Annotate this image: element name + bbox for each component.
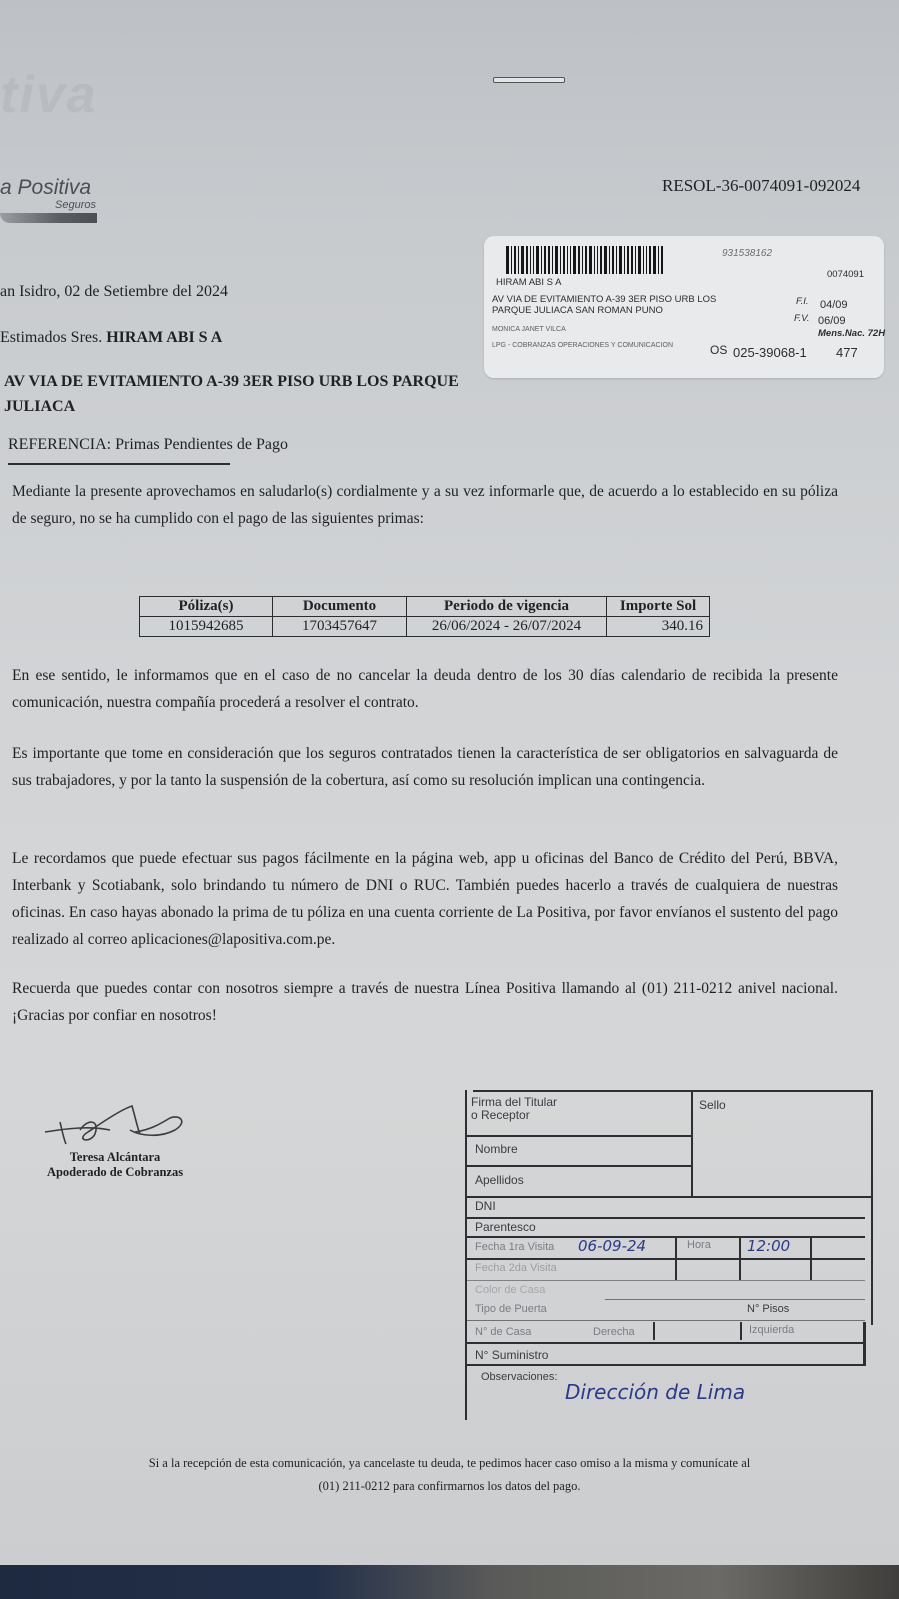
barcode-bar	[573, 246, 576, 274]
barcode-bar	[514, 246, 516, 274]
background-surface	[0, 1565, 899, 1599]
barcode-bar	[619, 246, 622, 274]
derecha-label: Derecha	[593, 1326, 635, 1338]
barcode-bar	[582, 246, 583, 274]
barcode-bar	[578, 246, 580, 274]
fv-label: F.V.	[794, 313, 810, 324]
fi-label: F.I.	[796, 296, 809, 307]
address-line2: JULIACA	[4, 398, 76, 415]
table-row	[140, 617, 710, 637]
salutation-name: HIRAM ABI S A	[106, 329, 223, 346]
barcode	[506, 246, 716, 274]
barcode-bar	[638, 246, 641, 274]
fecha2-label: Fecha 2da Visita	[475, 1262, 557, 1274]
barcode-bar	[555, 246, 558, 274]
header-importe: Importe Sol	[607, 597, 710, 617]
observaciones-value: Dirección de Lima	[565, 1380, 746, 1404]
barcode-bar	[521, 246, 524, 274]
shipping-label	[484, 236, 884, 378]
paragraph-deadline: En ese sentido, le informamos que en el caso de no cancelar la deuda dentro de los 30 días calendario de recibida la presente comunicación, nuestra compañía procederá a resolver el contrato.	[12, 667, 838, 711]
os-suffix: 477	[836, 345, 858, 360]
barcode-bar	[560, 246, 561, 274]
barcode-bar	[635, 246, 636, 274]
paragraph-contact: Recuerda que puedes contar con nosotros siempre a través de nuestra Línea Positiva llamando al (01) 211-0212 anivel nacional. ¡Gracias por confiar en nosotros!	[12, 980, 838, 1024]
barcode-bar	[526, 246, 528, 274]
barcode-bar	[585, 246, 587, 274]
barcode-bar	[609, 246, 610, 274]
barcode-bar	[570, 246, 571, 274]
handwritten-signature	[40, 1100, 190, 1150]
logo-swoosh	[0, 213, 97, 223]
cell-poliza: 1015942685	[140, 617, 273, 637]
footer-line1: Si a la recepción de esta comunicación, ya cancelaste tu deuda, te pedimos hacer caso omiso a la misma y comunícate al	[148, 1456, 751, 1470]
barcode-bar	[627, 246, 629, 274]
observaciones-label: Observaciones:	[481, 1371, 558, 1383]
header-documento: Documento	[273, 597, 407, 617]
casa-label: N° de Casa	[475, 1326, 532, 1338]
barcode-bar	[597, 246, 598, 274]
footer-note	[0, 1452, 899, 1498]
logo-subtitle: Seguros	[55, 199, 96, 211]
barcode-bar	[544, 246, 546, 274]
recipient-address	[4, 369, 459, 419]
header-periodo: Periodo de vigencia	[407, 597, 607, 617]
table-header-row	[140, 597, 710, 617]
nombre-label: Nombre	[475, 1142, 518, 1156]
color-casa-label: Color de Casa	[475, 1284, 546, 1296]
label-address-line2: PARQUE JULIACA SAN ROMAN PUNO	[492, 305, 663, 316]
parentesco-label: Parentesco	[475, 1220, 536, 1234]
logo-wordmark: a Positiva	[0, 176, 92, 199]
hora-label: Hora	[687, 1239, 711, 1251]
barcode-bar	[624, 246, 625, 274]
barcode-bar	[631, 246, 633, 274]
barcode-bar	[658, 246, 659, 274]
barcode-bar	[594, 246, 595, 274]
fv-value: 06/09	[818, 315, 846, 327]
paragraph-obligatory: Es importante que tome en consideración que los seguros contratados tienen la característica de ser obligatorios en salvaguarda de sus trabajadores, y por la tanto la suspensión de la cobertura, así como su resolución implican una contingencia.	[12, 745, 838, 789]
barcode-bar	[536, 246, 539, 274]
sello-label: Sello	[699, 1098, 726, 1112]
reference-underline	[8, 463, 230, 465]
reference: REFERENCIA: Primas Pendientes de Pago	[8, 436, 288, 453]
place-date: an Isidro, 02 de Setiembre del 2024	[0, 283, 228, 300]
salutation	[0, 329, 222, 347]
cell-documento: 1703457647	[273, 617, 407, 637]
barcode-bar	[616, 246, 617, 274]
label-department: LPG - COBRANZAS OPERACIONES Y COMUNICACION	[492, 342, 673, 349]
barcode-bar	[661, 246, 663, 274]
barcode-bar	[552, 246, 553, 274]
barcode-bar	[506, 246, 509, 274]
company-logo	[0, 177, 100, 223]
receipt-form	[465, 1090, 880, 1420]
signature-block	[20, 1100, 210, 1180]
barcode-bar	[653, 246, 656, 274]
barcode-bar	[530, 246, 531, 274]
barcode-bar	[649, 246, 651, 274]
intro-paragraph: Mediante la presente aprovechamos en saludarlo(s) cordialmente y a su vez informarle que, de acuerdo a lo establecido en su póliza de seguro, no se ha cumplido con el pago de las siguientes primas:	[12, 483, 838, 527]
barcode-bar	[548, 246, 550, 274]
barcode-bar	[589, 246, 592, 274]
barcode-bar	[646, 246, 647, 274]
pending-premiums-table	[139, 596, 710, 637]
dni-label: DNI	[475, 1199, 496, 1213]
letterhead-watermark: tiva	[0, 66, 98, 124]
barcode-bar	[518, 246, 519, 274]
pisos-label: N° Pisos	[747, 1303, 790, 1315]
barcode-bar	[533, 246, 534, 274]
signer-name: Teresa Alcántara	[69, 1150, 161, 1164]
salutation-prefix: Estimados Sres.	[0, 329, 103, 346]
client-code: 0074091	[827, 269, 864, 280]
tipo-puerta-label: Tipo de Puerta	[475, 1303, 547, 1315]
apellidos-label: Apellidos	[475, 1173, 524, 1187]
service-type: Mens.Nac. 72H	[818, 328, 886, 339]
barcode-bar	[643, 246, 644, 274]
staple	[493, 77, 565, 83]
barcode-bar	[567, 246, 568, 274]
fecha1-value: 06-09-24	[578, 1237, 647, 1255]
barcode-bar	[541, 246, 542, 274]
resolution-code: RESOL-36-0074091-092024	[662, 176, 861, 195]
barcode-bar	[563, 246, 565, 274]
signer-title: Apoderado de Cobranzas	[46, 1165, 184, 1179]
os-number: 025-39068-1	[733, 345, 807, 360]
barcode-bar	[604, 246, 607, 274]
izquierda-label: Izquierda	[749, 1324, 795, 1336]
suministro-label: N° Suministro	[475, 1348, 549, 1362]
hora-value: 12:00	[747, 1237, 791, 1255]
label-recipient: HIRAM ABI S A	[496, 277, 562, 288]
barcode-bar	[511, 246, 512, 274]
barcode-bar	[612, 246, 614, 274]
cell-importe: 340.16	[607, 617, 710, 637]
paragraph-payment-options: Le recordamos que puede efectuar sus pagos fácilmente en la página web, app u oficinas del Banco de Crédito del Perú, BBVA, Interbank y Scotiabank, solo brindando tu número de DNI o RUC. También puedes hacerlo a través de cualquiera de nuestras oficinas. En caso hayas abonado la prima de tu póliza en una cuenta corriente de La Positiva, por favor envíanos el sustento del pago realizado al correo aplicaciones@lapositiva.com.pe.	[12, 850, 838, 948]
address-line1: AV VIA DE EVITAMIENTO A-39 3ER PISO URB LOS PARQUE	[4, 373, 459, 390]
barcode-bar	[600, 246, 602, 274]
firma-label-line1: Firma del Titular	[471, 1095, 558, 1109]
label-address-line1: AV VIA DE EVITAMIENTO A-39 3ER PISO URB LOS	[492, 294, 717, 305]
firma-label	[471, 1096, 557, 1122]
fi-value: 04/09	[820, 299, 848, 311]
footer-line2: (01) 211-0212 para confirmarnos los datos del pago.	[318, 1479, 581, 1493]
fecha1-label: Fecha 1ra Visita	[475, 1241, 555, 1253]
firma-label-line2: o Receptor	[471, 1108, 530, 1122]
tracking-number: 931538162	[722, 248, 773, 259]
label-contact: MONICA JANET VILCA	[492, 326, 566, 333]
cell-periodo: 26/06/2024 - 26/07/2024	[407, 617, 607, 637]
header-poliza: Póliza(s)	[140, 597, 273, 617]
os-label: OS	[710, 343, 728, 357]
